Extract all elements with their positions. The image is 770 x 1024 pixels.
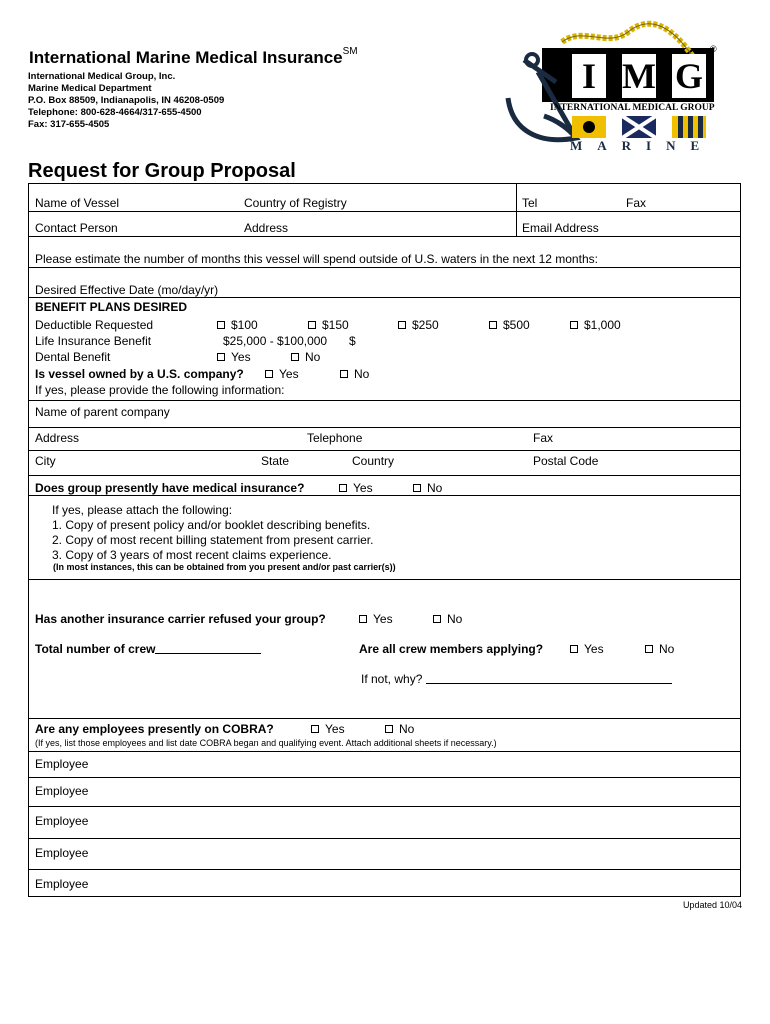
form-title: Request for Group Proposal (28, 160, 296, 182)
checkbox-icon[interactable] (359, 615, 367, 623)
us-company-yes-option[interactable]: Yes (265, 367, 299, 381)
crew-applying-question: Are all crew members applying? (359, 642, 544, 656)
deductible-label: Deductible Requested (35, 318, 154, 332)
parent-postal-field[interactable]: Postal Code (533, 454, 599, 468)
deductible-option-150[interactable]: $150 (308, 318, 349, 332)
dental-no-option[interactable]: No (291, 350, 320, 364)
checkbox-icon[interactable] (340, 370, 348, 378)
employee-field[interactable]: Employee (35, 814, 89, 828)
signal-flags-icon (572, 116, 708, 138)
checkbox-icon[interactable] (645, 645, 653, 653)
crew-yes-option[interactable]: Yes (570, 642, 604, 656)
dental-benefit-label: Dental Benefit (35, 350, 111, 364)
email-field[interactable]: Email Address (522, 221, 599, 235)
life-insurance-amount-field[interactable]: $ (349, 334, 356, 348)
proposal-form (28, 183, 741, 897)
cobra-question: Are any employees presently on COBRA? (35, 722, 274, 736)
checkbox-icon[interactable] (570, 645, 578, 653)
attach-item: 2. Copy of most recent billing statement from present carrier. (52, 533, 374, 547)
cobra-no-option[interactable]: No (385, 722, 414, 736)
total-crew-field[interactable]: Total number of crew (35, 642, 261, 656)
attach-item: 1. Copy of present policy and/or booklet describing benefits. (52, 518, 371, 532)
company-address-block (28, 71, 224, 131)
checkbox-icon[interactable] (489, 321, 497, 329)
parent-city-field[interactable]: City (35, 454, 56, 468)
benefit-plans-heading: BENEFIT PLANS DESIRED (35, 300, 188, 314)
logo-letter: G (674, 56, 703, 96)
vessel-name-field[interactable]: Name of Vessel (35, 196, 120, 210)
dental-yes-option[interactable]: Yes (217, 350, 251, 364)
fax-field[interactable]: Fax (626, 196, 647, 210)
address-line: P.O. Box 88509, Indianapolis, IN 46208-0509 (28, 95, 225, 106)
registered-mark: ® (710, 44, 717, 54)
employee-field[interactable]: Employee (35, 757, 89, 771)
service-mark: SM (342, 46, 358, 57)
if-not-why-field[interactable]: If not, why? (361, 672, 672, 686)
attach-note: (In most instances, this can be obtained from you present and/or past carrier(s)) (53, 562, 396, 572)
checkbox-icon[interactable] (385, 725, 393, 733)
us-company-followup: If yes, please provide the following information: (35, 383, 285, 397)
country-registry-field[interactable]: Country of Registry (244, 196, 347, 210)
attach-item: 3. Copy of 3 years of most recent claims experience. (52, 548, 332, 562)
checkbox-icon[interactable] (291, 353, 299, 361)
tel-field[interactable]: Tel (522, 196, 538, 210)
logo-letter: I (581, 56, 596, 96)
checkbox-icon[interactable] (308, 321, 316, 329)
updated-date: Updated 10/04 (682, 900, 742, 910)
cobra-yes-option[interactable]: Yes (311, 722, 345, 736)
refused-question: Has another insurance carrier refused your group? (35, 612, 326, 626)
parent-state-field[interactable]: State (261, 454, 290, 468)
checkbox-icon[interactable] (217, 353, 225, 361)
medical-no-option[interactable]: No (413, 481, 442, 495)
logo-letter: M (622, 56, 656, 96)
deductible-option-100[interactable]: $100 (217, 318, 258, 332)
parent-telephone-field[interactable]: Telephone (307, 431, 363, 445)
crew-no-option[interactable]: No (645, 642, 674, 656)
medical-yes-option[interactable]: Yes (339, 481, 373, 495)
life-insurance-label: Life Insurance Benefit (35, 334, 152, 348)
attach-instructions: If yes, please attach the following: (52, 503, 233, 517)
months-outside-us-field[interactable]: Please estimate the number of months this vessel will spend outside of U.S. waters in the next 12 months: (35, 252, 598, 266)
checkbox-icon[interactable] (433, 615, 441, 623)
deductible-option-250[interactable]: $250 (398, 318, 439, 332)
checkbox-icon[interactable] (311, 725, 319, 733)
life-insurance-range: $25,000 - $100,000 (223, 334, 328, 348)
effective-date-field[interactable]: Desired Effective Date (mo/day/yr) (35, 283, 219, 297)
checkbox-icon[interactable] (413, 484, 421, 492)
employee-field[interactable]: Employee (35, 846, 89, 860)
medical-insurance-question: Does group presently have medical insurance? (35, 481, 305, 495)
address-line: International Medical Group, Inc. (28, 71, 176, 82)
checkbox-icon[interactable] (265, 370, 273, 378)
us-company-question: Is vessel owned by a U.S. company? (35, 367, 244, 381)
checkbox-icon[interactable] (339, 484, 347, 492)
address-field[interactable]: Address (244, 221, 289, 235)
refused-yes-option[interactable]: Yes (359, 612, 393, 626)
img-marine-logo (498, 20, 722, 158)
employee-field[interactable]: Employee (35, 784, 89, 798)
logo-marine: MARINE (570, 138, 715, 153)
deductible-option-500[interactable]: $500 (489, 318, 530, 332)
address-line: Telephone: 800-628-4664/317-655-4500 (28, 107, 202, 118)
checkbox-icon[interactable] (217, 321, 225, 329)
parent-fax-field[interactable]: Fax (533, 431, 554, 445)
cobra-note: (If yes, list those employees and list date COBRA began and qualifying event. Attach additional sheets if necessary.) (35, 738, 497, 748)
contact-person-field[interactable]: Contact Person (35, 221, 118, 235)
parent-country-field[interactable]: Country (352, 454, 395, 468)
logo-subtitle: INTERNATIONAL MEDICAL GROUP (550, 103, 715, 113)
checkbox-icon[interactable] (398, 321, 406, 329)
parent-company-name-field[interactable]: Name of parent company (35, 405, 170, 419)
checkbox-icon[interactable] (570, 321, 578, 329)
us-company-no-option[interactable]: No (340, 367, 369, 381)
address-line: Marine Medical Department (28, 83, 152, 94)
employee-field[interactable]: Employee (35, 877, 89, 891)
deductible-option-1000[interactable]: $1,000 (570, 318, 621, 332)
parent-address-field[interactable]: Address (35, 431, 80, 445)
company-title: International Marine Medical Insurance℠ (29, 46, 358, 67)
refused-no-option[interactable]: No (433, 612, 462, 626)
address-line: Fax: 317-655-4505 (28, 119, 110, 130)
